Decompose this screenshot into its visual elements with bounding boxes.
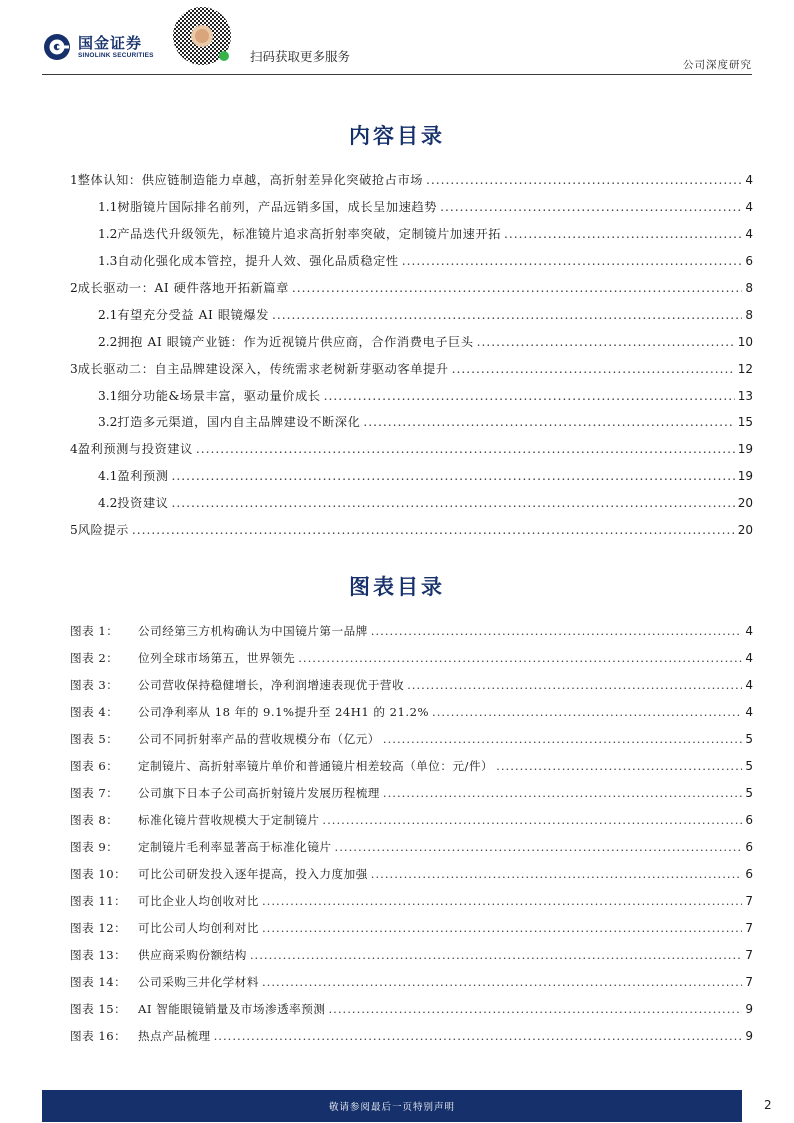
figure-entry[interactable] [70, 1027, 753, 1045]
toc-entry-page: 8 [745, 308, 753, 322]
figure-entry-label: 图表 13： [70, 948, 127, 962]
toc-entry-page: 4 [745, 173, 753, 187]
figure-entry-label: 图表 14： [70, 975, 127, 989]
figure-entry-text: 公司营收保持稳健增长，净利润增速表现优于营收 [138, 678, 405, 692]
toc-entry-page: 4 [745, 227, 753, 241]
toc-entry-text: 成长驱动一：AI 硬件落地开拓新篇章 [77, 281, 289, 295]
figure-entry-page: 7 [745, 894, 753, 908]
figure-entry-page: 5 [745, 759, 753, 773]
logo-chinese-name: 国金证券 [78, 33, 143, 52]
toc-entry[interactable]: 1.2 产品迭代升级领先，标准镜片追求高折射率突破，定制镜片加速开拓 ..... 4 [98, 225, 753, 243]
figures-title: 图表目录 [349, 574, 445, 599]
figure-entry[interactable] [70, 811, 753, 829]
figure-entry-page: 5 [745, 786, 753, 800]
figure-entry-text: 标准化镜片营收规模大于定制镜片 [138, 813, 320, 827]
figure-entry-label: 图表 1： [70, 624, 119, 638]
figure-entry-page: 6 [745, 840, 753, 854]
figure-entry-text: 公司采购三井化学材料 [138, 975, 259, 989]
toc-entry-text: 树脂镜片国际排名前列，产品远销多国，成长呈加速趋势 [117, 200, 438, 214]
figure-entry-page: 5 [745, 732, 753, 746]
figure-entry-label: 图表 12： [70, 921, 127, 935]
toc-entry-page: 15 [737, 415, 753, 429]
figure-entry[interactable] [70, 622, 753, 640]
figure-entry-page: 6 [745, 867, 753, 881]
toc-entry[interactable]: 3.2 打造多元渠道，国内自主品牌建设不断深化 ..... 15 [98, 413, 753, 431]
toc-entry[interactable]: 1 整体认知：供应链制造能力卓越，高折射差异化突破抢占市场 ..... 4 [70, 171, 753, 189]
figure-entry-text: 公司经第三方机构确认为中国镜片第一品牌 [138, 624, 368, 638]
figure-entry[interactable] [70, 865, 753, 883]
toc-entry-page: 4 [745, 200, 753, 214]
figure-entry[interactable] [70, 784, 753, 802]
toc-entry-text: 盈利预测 [117, 469, 169, 483]
figure-entry-text: 定制镜片毛利率显著高于标准化镜片 [138, 840, 332, 854]
toc-title: 内容目录 [349, 123, 445, 148]
toc-entry-text: 投资建议 [117, 496, 169, 510]
figure-entry[interactable] [70, 946, 753, 964]
figure-entry-text: 位列全球市场第五，世界领先 [138, 651, 296, 665]
toc-entry-page: 6 [745, 254, 753, 268]
figure-entry[interactable] [70, 892, 753, 910]
figure-entry[interactable] [70, 676, 753, 694]
figure-entry[interactable] [70, 838, 753, 856]
figure-entry-text: 公司净利率从 18 年的 9.1%提升至 24H1 的 21.2% [138, 705, 430, 719]
toc-entry[interactable]: 2.1 有望充分受益 AI 眼镜爆发 ..... 8 [98, 306, 753, 324]
figure-entry[interactable] [70, 703, 753, 721]
toc-entry[interactable]: 5 风险提示 ..... 20 [70, 521, 753, 539]
figure-entry-label: 图表 10： [70, 867, 127, 881]
figure-entry-label: 图表 4： [70, 705, 119, 719]
figure-entry-text: 可比公司人均创利对比 [138, 921, 259, 935]
footer-disclaimer: 敬请参阅最后一页特别声明 [328, 1102, 455, 1113]
toc-entry[interactable]: 3.1 细分功能&场景丰富，驱动量价成长 ..... 13 [98, 387, 753, 405]
figure-entry-text: AI 智能眼镜销量及市场渗透率预测 [138, 1002, 326, 1016]
figure-entry-page: 4 [745, 651, 753, 665]
toc-entry-text: 风险提示 [77, 523, 129, 537]
figure-entry-page: 9 [745, 1002, 753, 1016]
header-divider [42, 74, 752, 75]
figure-entry-page: 7 [745, 948, 753, 962]
toc-entry[interactable]: 1.1 树脂镜片国际排名前列，产品远销多国，成长呈加速趋势 ..... 4 [98, 198, 753, 216]
toc-entry-text: 细分功能&场景丰富，驱动量价成长 [117, 389, 321, 403]
toc-entry-text: 自动化强化成本管控，提升人效、强化品质稳定性 [117, 254, 399, 268]
toc-entry[interactable]: 4.2 投资建议 ..... 20 [98, 494, 753, 512]
figure-entry-page: 6 [745, 813, 753, 827]
figure-entry[interactable] [70, 730, 753, 748]
page-number: 2 [764, 1098, 772, 1112]
figure-entry-label: 图表 9： [70, 840, 119, 854]
toc-entry-text: 拥抱 AI 眼镜产业链：作为近视镜片供应商，合作消费电子巨头 [117, 335, 474, 349]
toc-entry-page: 13 [737, 389, 753, 403]
figure-entry-text: 供应商采购份额结构 [138, 948, 247, 962]
figure-entry-text: 可比公司研发投入逐年提高，投入力度加强 [138, 867, 368, 881]
toc-entry-page: 19 [737, 469, 753, 483]
company-logo [42, 32, 154, 62]
toc-entry-text: 打造多元渠道，国内自主品牌建设不断深化 [117, 415, 361, 429]
toc-entry[interactable]: 2.2 拥抱 AI 眼镜产业链：作为近视镜片供应商，合作消费电子巨头 ..... 10 [98, 333, 753, 351]
figure-entry-label: 图表 15： [70, 1002, 127, 1016]
figure-entry[interactable] [70, 649, 753, 667]
figure-entry-page: 4 [745, 624, 753, 638]
toc-entry[interactable]: 4 盈利预测与投资建议 ..... 19 [70, 440, 753, 458]
figure-entry-label: 图表 5： [70, 732, 119, 746]
figure-entry-label: 图表 6： [70, 759, 119, 773]
logo-english-name: SINOLINK SECURITIES [78, 51, 154, 59]
figure-entry-text: 定制镜片、高折射率镜片单价和普通镜片相差较高（单位：元/件） [138, 759, 494, 773]
sinolink-logo-icon [42, 32, 72, 62]
figure-entry[interactable] [70, 757, 753, 775]
toc-entry-text: 有望充分受益 AI 眼镜爆发 [117, 308, 270, 322]
toc-entry-page: 19 [737, 442, 753, 456]
toc-entry[interactable]: 1.3 自动化强化成本管控，提升人效、强化品质稳定性 ..... 6 [98, 252, 753, 270]
figure-entry[interactable] [70, 973, 753, 991]
figure-entry[interactable] [70, 1000, 753, 1018]
toc-entry-text: 产品迭代升级领先，标准镜片追求高折射率突破，定制镜片加速开拓 [117, 227, 502, 241]
qr-caption: 扫码获取更多服务 [250, 49, 351, 64]
toc-entry[interactable]: 4.1 盈利预测 ..... 19 [98, 467, 753, 485]
qr-code-icon[interactable] [172, 6, 232, 66]
toc-entry[interactable]: 3 成长驱动二：自主品牌建设深入，传统需求老树新芽驱动客单提升 ..... 12 [70, 360, 753, 378]
toc-entry-page: 20 [737, 496, 753, 510]
figure-entry-label: 图表 2： [70, 651, 119, 665]
figure-entry-text: 公司旗下日本子公司高折射镜片发展历程梳理 [138, 786, 380, 800]
figure-entry-label: 图表 7： [70, 786, 119, 800]
toc-entry-text: 整体认知：供应链制造能力卓越，高折射差异化突破抢占市场 [77, 173, 424, 187]
figure-entry[interactable] [70, 919, 753, 937]
toc-entry[interactable]: 2 成长驱动一：AI 硬件落地开拓新篇章 ..... 8 [70, 279, 753, 297]
figure-entry-page: 7 [745, 921, 753, 935]
figure-entry-label: 图表 8： [70, 813, 119, 827]
toc-entry-page: 20 [737, 523, 753, 537]
figure-entry-page: 7 [745, 975, 753, 989]
figure-entry-label: 图表 16： [70, 1029, 127, 1043]
toc-entry-page: 8 [745, 281, 753, 295]
report-type-label: 公司深度研究 [683, 59, 752, 71]
toc-entry-text: 盈利预测与投资建议 [77, 442, 193, 456]
toc-entry-page: 12 [737, 362, 753, 376]
toc-entry-text: 成长驱动二：自主品牌建设深入，传统需求老树新芽驱动客单提升 [77, 362, 449, 376]
figure-entry-page: 4 [745, 705, 753, 719]
figure-entry-label: 图表 11： [70, 894, 127, 908]
figure-entry-page: 4 [745, 678, 753, 692]
figure-entry-label: 图表 3： [70, 678, 119, 692]
figure-entry-text: 热点产品梳理 [138, 1029, 211, 1043]
figure-entry-text: 公司不同折射率产品的营收规模分布（亿元） [138, 732, 380, 746]
page-header [0, 0, 794, 80]
footer-bar [42, 1090, 742, 1122]
figure-entry-text: 可比企业人均创收对比 [138, 894, 259, 908]
figure-entry-page: 9 [745, 1029, 753, 1043]
toc-entry-page: 10 [737, 335, 753, 349]
